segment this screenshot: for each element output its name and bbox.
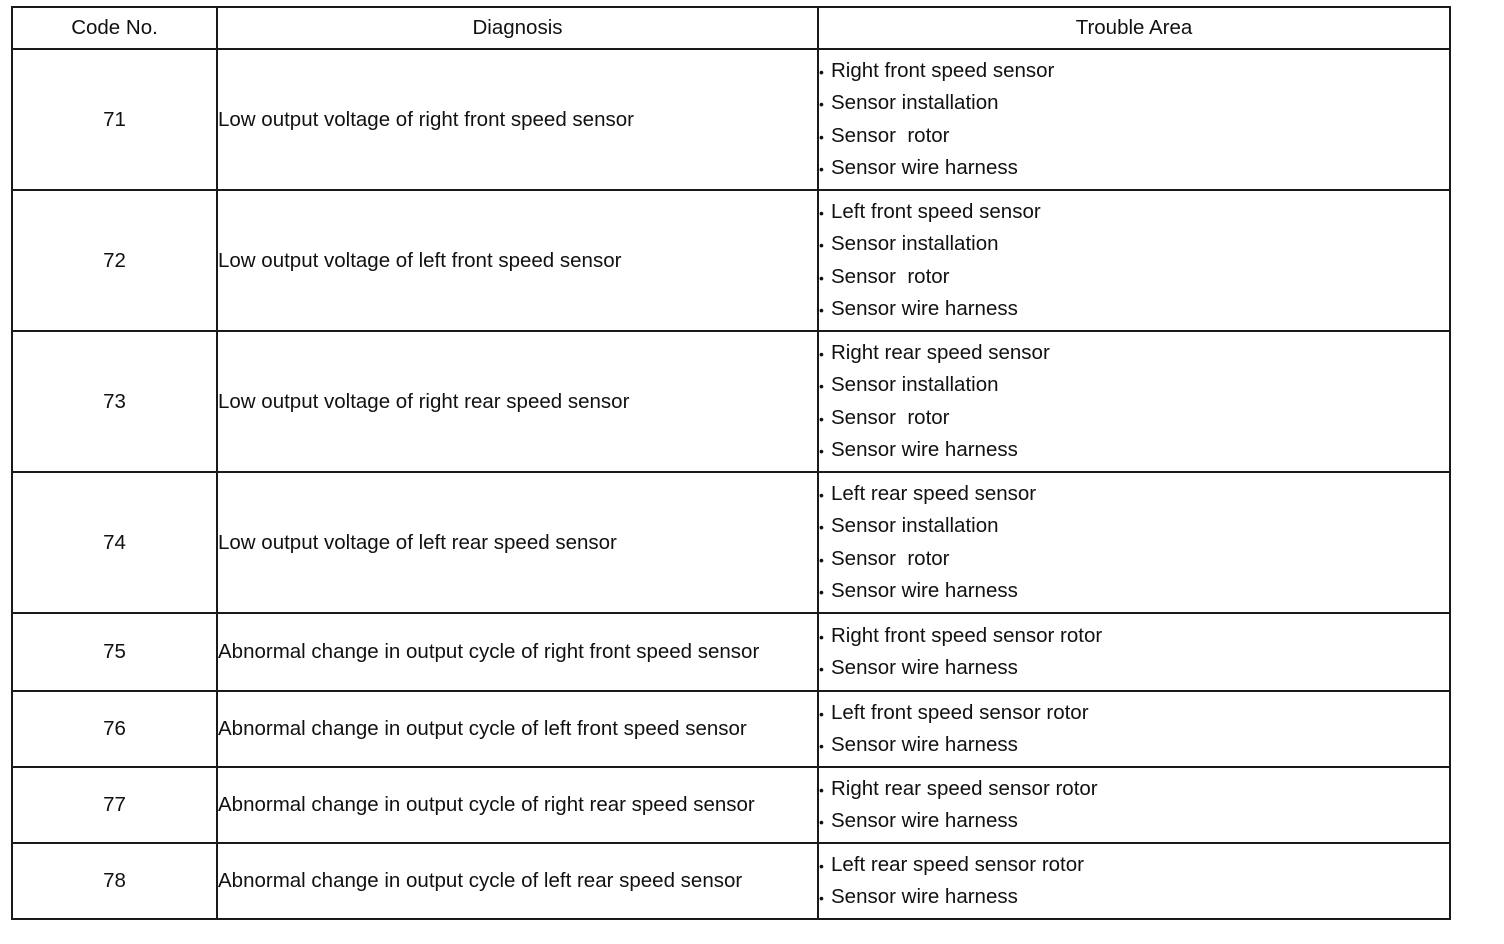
trouble-area-cell bbox=[818, 691, 1450, 767]
trouble-area-list bbox=[819, 697, 1449, 762]
table-row bbox=[12, 472, 1450, 613]
bullet-icon: • bbox=[819, 519, 824, 535]
trouble-area-item: • Sensor installation bbox=[819, 369, 1449, 402]
trouble-area-item: • Left front speed sensor bbox=[819, 196, 1449, 229]
trouble-area-item: • Right front speed sensor bbox=[819, 55, 1449, 88]
trouble-area-cell bbox=[818, 49, 1450, 190]
bullet-icon: • bbox=[819, 96, 824, 112]
trouble-area-cell bbox=[818, 843, 1450, 919]
trouble-area-cell bbox=[818, 767, 1450, 843]
trouble-area-item: • Right front speed sensor rotor bbox=[819, 620, 1449, 653]
trouble-area-item: • Sensor installation bbox=[819, 510, 1449, 543]
diagnosis-cell: Low output voltage of left rear speed sensor bbox=[217, 472, 818, 613]
bullet-icon: • bbox=[819, 814, 824, 830]
bullet-icon: • bbox=[819, 486, 824, 503]
header-row bbox=[12, 7, 1450, 49]
trouble-area-item: • Sensor rotor bbox=[819, 261, 1449, 294]
bullet-icon: • bbox=[819, 128, 824, 145]
trouble-area-item: • Sensor wire harness bbox=[819, 293, 1449, 326]
trouble-area-cell bbox=[818, 613, 1450, 691]
table-row bbox=[12, 49, 1450, 190]
trouble-area-item: • Sensor wire harness bbox=[819, 729, 1449, 762]
code-cell: 73 bbox=[12, 331, 217, 472]
code-cell: 74 bbox=[12, 472, 217, 613]
table-row bbox=[12, 190, 1450, 331]
code-cell: 71 bbox=[12, 49, 217, 190]
trouble-area-item: • Sensor wire harness bbox=[819, 575, 1449, 608]
bullet-icon: • bbox=[819, 237, 824, 253]
bullet-icon: • bbox=[819, 781, 824, 798]
diagnosis-cell: Abnormal change in output cycle of left rear speed sensor bbox=[217, 843, 818, 919]
trouble-area-item: • Sensor wire harness bbox=[819, 652, 1449, 685]
trouble-area-item: • Sensor rotor bbox=[819, 543, 1449, 576]
table-row bbox=[12, 613, 1450, 691]
bullet-icon: • bbox=[819, 857, 824, 874]
table-row bbox=[12, 843, 1450, 919]
trouble-area-list bbox=[819, 773, 1449, 838]
diagnostic-code-table bbox=[11, 6, 1451, 920]
bullet-icon: • bbox=[819, 551, 824, 568]
table-row bbox=[12, 691, 1450, 767]
trouble-area-list bbox=[819, 849, 1449, 914]
trouble-area-item: • Sensor installation bbox=[819, 228, 1449, 261]
bullet-icon: • bbox=[819, 738, 824, 754]
bullet-icon: • bbox=[819, 161, 824, 177]
trouble-area-cell bbox=[818, 472, 1450, 613]
bullet-icon: • bbox=[819, 345, 824, 362]
header-code-no: Code No. bbox=[12, 7, 217, 49]
trouble-area-list bbox=[819, 55, 1449, 185]
diagnosis-cell: Abnormal change in output cycle of right front speed sensor bbox=[217, 613, 818, 691]
header-trouble-area: Trouble Area bbox=[818, 7, 1450, 49]
code-cell: 78 bbox=[12, 843, 217, 919]
trouble-area-list bbox=[819, 337, 1449, 467]
trouble-area-item: • Left rear speed sensor bbox=[819, 478, 1449, 511]
trouble-area-item: • Sensor installation bbox=[819, 87, 1449, 120]
trouble-area-list bbox=[819, 196, 1449, 326]
bullet-icon: • bbox=[819, 443, 824, 459]
bullet-icon: • bbox=[819, 890, 824, 906]
diagnosis-cell: Low output voltage of left front speed sensor bbox=[217, 190, 818, 331]
table-row bbox=[12, 331, 1450, 472]
diagnosis-cell: Abnormal change in output cycle of left front speed sensor bbox=[217, 691, 818, 767]
trouble-area-list bbox=[819, 478, 1449, 608]
trouble-area-item: • Sensor wire harness bbox=[819, 805, 1449, 838]
trouble-area-cell bbox=[818, 331, 1450, 472]
trouble-area-item: • Sensor wire harness bbox=[819, 152, 1449, 185]
diagnosis-cell: Abnormal change in output cycle of right rear speed sensor bbox=[217, 767, 818, 843]
code-cell: 77 bbox=[12, 767, 217, 843]
bullet-icon: • bbox=[819, 584, 824, 600]
trouble-area-item: • Left front speed sensor rotor bbox=[819, 697, 1449, 730]
bullet-icon: • bbox=[819, 410, 824, 427]
trouble-area-item: • Left rear speed sensor rotor bbox=[819, 849, 1449, 882]
diagnosis-cell: Low output voltage of right front speed sensor bbox=[217, 49, 818, 190]
bullet-icon: • bbox=[819, 269, 824, 286]
trouble-area-item: • Right rear speed sensor rotor bbox=[819, 773, 1449, 806]
table-row bbox=[12, 767, 1450, 843]
trouble-area-item: • Sensor rotor bbox=[819, 402, 1449, 435]
trouble-area-list bbox=[819, 620, 1449, 685]
bullet-icon: • bbox=[819, 628, 824, 645]
diagnosis-cell: Low output voltage of right rear speed sensor bbox=[217, 331, 818, 472]
trouble-area-cell bbox=[818, 190, 1450, 331]
bullet-icon: • bbox=[819, 705, 824, 722]
trouble-area-item: • Sensor wire harness bbox=[819, 434, 1449, 467]
bullet-icon: • bbox=[819, 302, 824, 318]
bullet-icon: • bbox=[819, 378, 824, 394]
trouble-area-item: • Sensor rotor bbox=[819, 120, 1449, 153]
trouble-area-item: • Sensor wire harness bbox=[819, 881, 1449, 914]
bullet-icon: • bbox=[819, 204, 824, 221]
header-diagnosis: Diagnosis bbox=[217, 7, 818, 49]
bullet-icon: • bbox=[819, 63, 824, 80]
code-cell: 75 bbox=[12, 613, 217, 691]
code-cell: 76 bbox=[12, 691, 217, 767]
trouble-area-item: • Right rear speed sensor bbox=[819, 337, 1449, 370]
code-cell: 72 bbox=[12, 190, 217, 331]
bullet-icon: • bbox=[819, 661, 824, 677]
